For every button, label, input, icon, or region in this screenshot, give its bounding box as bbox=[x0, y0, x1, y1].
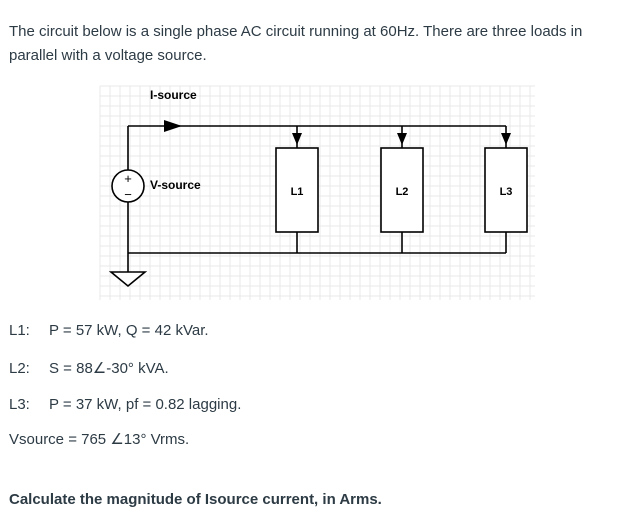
problem-intro: The circuit below is a single phase AC circuit running at 60Hz. There are three loads in parallel with a voltage source. bbox=[9, 23, 583, 64]
load-spec-label: L1: bbox=[9, 322, 30, 339]
load-label-l1: L1 bbox=[290, 186, 304, 198]
isource-label: I-source bbox=[150, 88, 197, 102]
load-label-l2: L2 bbox=[395, 186, 409, 198]
load-spec-l2 bbox=[9, 359, 169, 377]
vsource-label: V-source bbox=[150, 178, 201, 192]
load-spec-l3 bbox=[9, 396, 241, 413]
load-spec-text: P = 57 kW, Q = 42 kVar. bbox=[49, 322, 209, 339]
load-spec-label: L2: bbox=[9, 360, 30, 377]
load-spec-label: L3: bbox=[9, 396, 30, 413]
isource-arrow-icon bbox=[164, 120, 182, 132]
vsource-spec: Vsource = 765 ∠13° Vrms. bbox=[9, 431, 190, 448]
load-spec-l1 bbox=[9, 322, 209, 339]
l2-current-arrow-icon bbox=[397, 133, 407, 145]
question: Calculate the magnitude of Isource current, in Arms. bbox=[9, 491, 382, 508]
load-spec-text: P = 37 kW, pf = 0.82 lagging. bbox=[49, 396, 242, 413]
voltage-source bbox=[112, 170, 144, 202]
source-plus-sign: + bbox=[124, 171, 132, 186]
load-label-l3: L3 bbox=[499, 186, 513, 198]
load-spec-text: S = 88∠-30° kVA. bbox=[49, 360, 169, 377]
source-minus-sign: − bbox=[124, 187, 132, 202]
